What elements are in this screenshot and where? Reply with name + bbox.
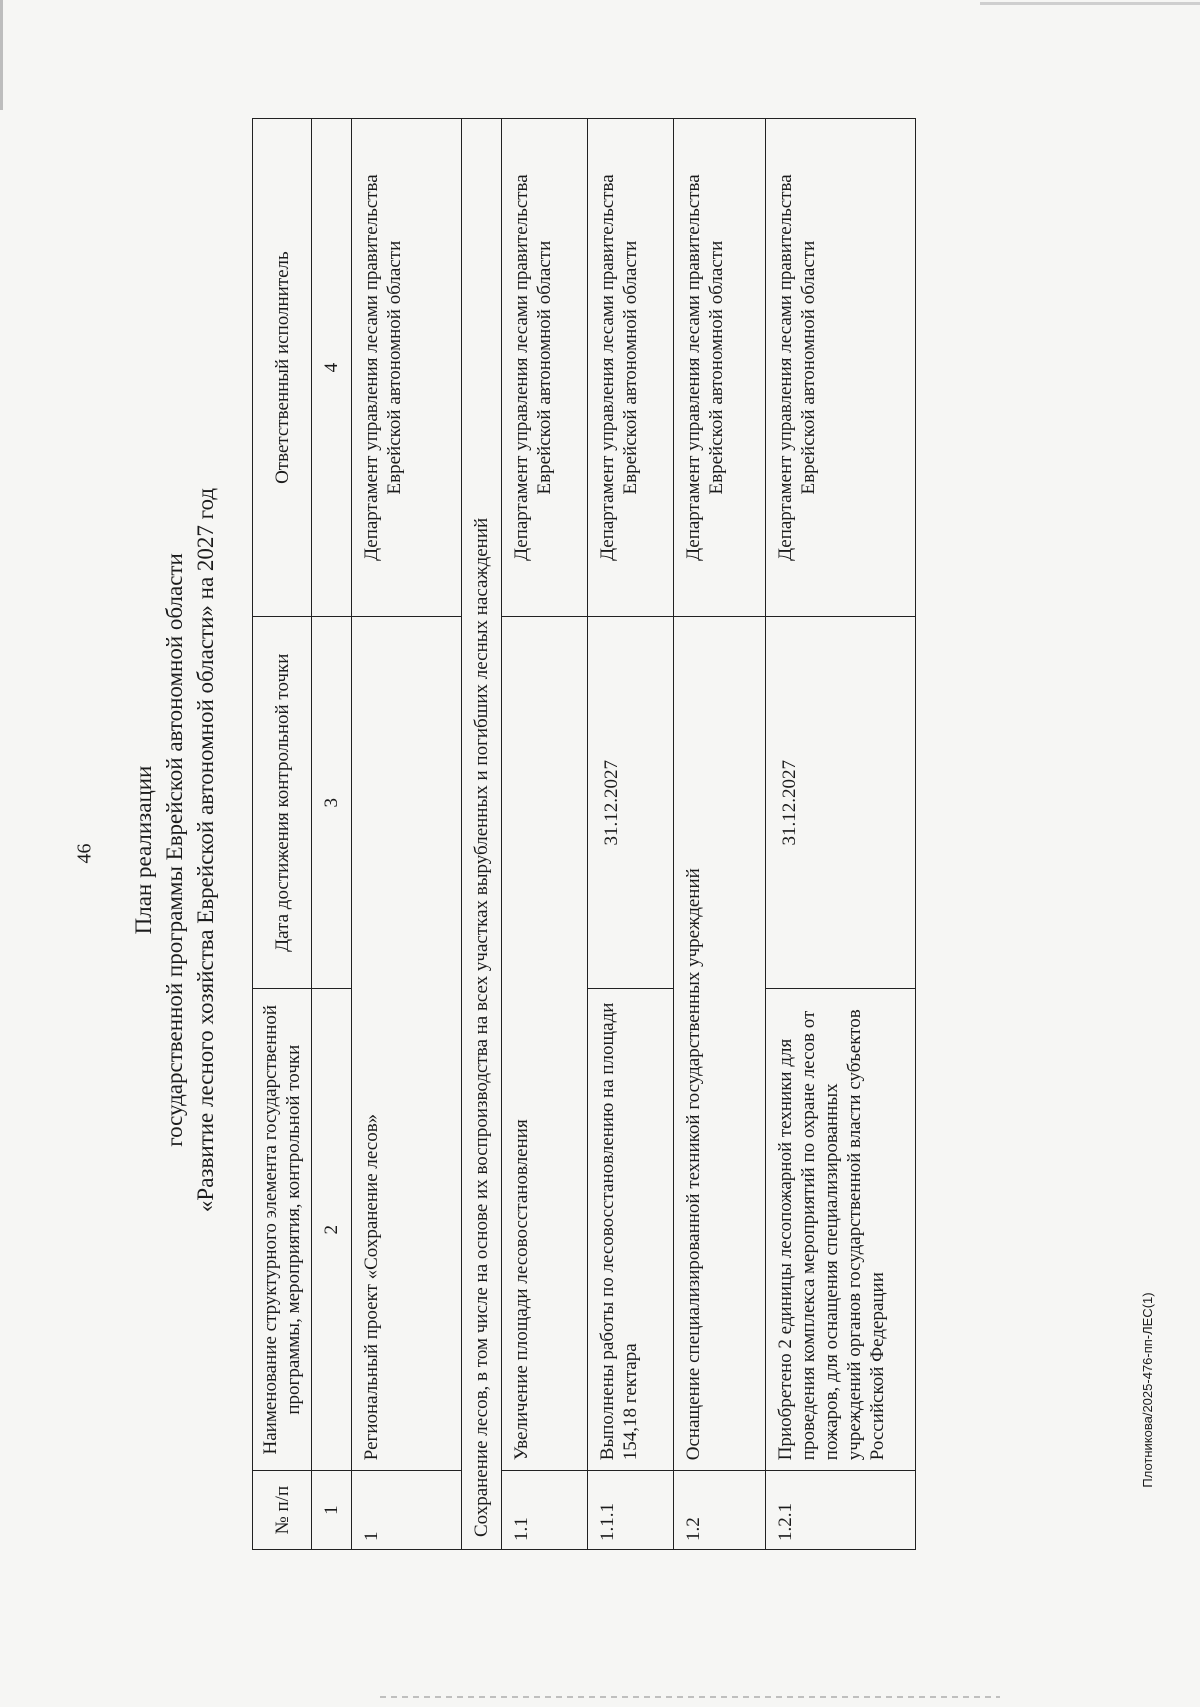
heading-line-1: План реализации: [131, 765, 156, 935]
header-name: Наименование структурного элемента государственной программы, мероприятия, контрольной точки: [253, 989, 312, 1471]
column-number: 3: [312, 617, 352, 989]
page-number: 46: [73, 843, 96, 864]
heading-line-2: государственной программы Еврейской автономной области: [162, 553, 187, 1147]
table-row-section: [462, 119, 502, 1550]
row-number: 1.1.1: [588, 1471, 674, 1550]
header-num: № п/п: [253, 1471, 312, 1550]
header-executor: Ответственный исполнитель: [253, 119, 312, 617]
row-executor: Департамент управления лесами правительства Еврейской автономной области: [766, 119, 916, 617]
section-title: Сохранение лесов, в том числе на основе их воспроизводства на всех участках вырубленных и погибших лесных насаждений: [462, 119, 502, 1550]
scan-edge-mark: [0, 0, 3, 110]
row-date: 31.12.2027: [766, 617, 916, 989]
row-name: Региональный проект «Сохранение лесов»: [352, 617, 462, 1471]
row-executor: Департамент управления лесами правительства Еврейской автономной области: [502, 119, 588, 617]
table-row-task-2: [674, 119, 766, 1550]
scan-top-mark: [980, 2, 1200, 5]
column-number: 2: [312, 989, 352, 1471]
rotated-document: [128, 100, 1088, 1600]
table-row-project: [352, 119, 462, 1550]
row-executor: Департамент управления лесами правительства Еврейской автономной области: [352, 119, 462, 617]
row-date: 31.12.2027: [588, 617, 674, 989]
implementation-plan-table: [252, 118, 916, 1550]
row-number: 1: [352, 1471, 462, 1550]
row-name: Оснащение специализированной техникой государственных учреждений: [674, 617, 766, 1471]
document-code: Плотникова/2025-476-пп-ЛЕС(1): [1140, 1292, 1155, 1488]
scan-bottom-mark: [380, 1696, 1000, 1698]
column-number: 1: [312, 1471, 352, 1550]
row-name: Приобретено 2 единицы лесопожарной техники для проведения комплекса мероприятий по охране лесов от пожаров, для оснащения специализированных учреждений органов государственной власти субъектов Российской Федерации: [766, 989, 916, 1471]
heading-line-3: «Развитие лесного хозяйства Еврейской автономной области» на 2027 год: [193, 487, 218, 1213]
row-executor: Департамент управления лесами правительства Еврейской автономной области: [588, 119, 674, 617]
table-row-point-1: [588, 119, 674, 1550]
row-number: 1.2.1: [766, 1471, 916, 1550]
row-number: 1.2: [674, 1471, 766, 1550]
column-numbers-row: [312, 119, 352, 1550]
table-row-point-2: [766, 119, 916, 1550]
header-date: Дата достижения контрольной точки: [253, 617, 312, 989]
document-heading: [128, 100, 221, 1600]
table-row-task-1: [502, 119, 588, 1550]
row-name: Увеличение площади лесовосстановления: [502, 617, 588, 1471]
row-number: 1.1: [502, 1471, 588, 1550]
table-header-row: [253, 119, 312, 1550]
column-number: 4: [312, 119, 352, 617]
row-name: Выполнены работы по лесовосстановлению на площади 154,18 гектара: [588, 989, 674, 1471]
row-executor: Департамент управления лесами правительства Еврейской автономной области: [674, 119, 766, 617]
